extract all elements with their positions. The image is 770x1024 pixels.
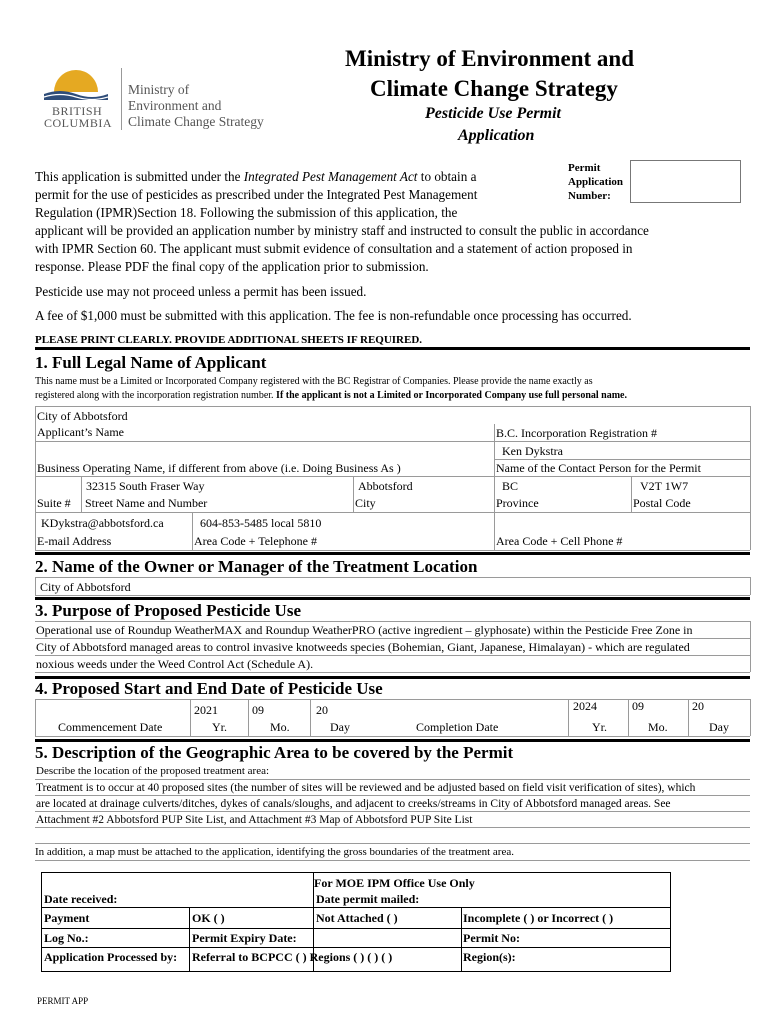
date-mailed-label: Date permit mailed: [316,892,420,906]
section1-rule [35,347,750,350]
permit-expiry-label: Permit Expiry Date: [192,931,297,945]
location-line2[interactable]: are located at drainage culverts/ditches, dykes of canals/sloughs, and adjacent to creeks/streams in City of Abbotsford managed areas. See [36,798,671,810]
grid-line [494,459,750,460]
logo-divider [121,68,122,130]
grid-line [35,406,750,407]
intro-line6: response. Please PDF the final copy of the application prior to submission. [35,259,429,274]
payment-not-attached-option[interactable]: Not Attached ( ) [316,911,398,925]
owner-manager-value[interactable]: City of Abbotsford [40,580,131,594]
grid-line [190,699,191,736]
grid-line [35,699,36,736]
section1-heading: 1. Full Legal Name of Applicant [35,353,267,372]
location-line1[interactable]: Treatment is to occur at 40 proposed sites (the number of sites will be reviewed and be adjusted based on field visit verification of sites), which [36,782,696,794]
intro-line2: permit for the use of pesticides as prescribed under the Integrated Pest Management [35,187,478,202]
permit-number-office-label: Permit No: [463,931,520,945]
grid-line [248,699,249,736]
section2-rule [35,552,750,555]
bc-registration-label: B.C. Incorporation Registration # [496,426,657,440]
section1-note-text: registered along with the incorporation registration number. [35,390,277,401]
subtitle-line1: Pesticide Use Permit [425,105,561,122]
subtitle-line2: Application [458,127,535,144]
applicant-name-value[interactable]: City of Abbotsford [37,409,128,423]
grid-line [35,577,750,578]
grid-line [35,860,750,861]
office-line [189,907,190,972]
logo-ministry-line3: Climate Change Strategy [128,114,264,129]
grid-line [631,476,632,512]
grid-line [35,406,36,550]
date-received-label: Date received: [44,892,118,906]
page-title-line1: Ministry of Environment and [345,46,635,71]
grid-line [81,476,82,512]
grid-line [35,736,750,737]
section3-rule [35,597,750,600]
bc-wordmark-line2: COLUMBIA [44,116,113,130]
intro-text-b: to obtain a [417,169,477,184]
grid-line [35,779,750,780]
start-day-value[interactable]: 20 [316,703,328,717]
grid-line [35,827,750,828]
city-value[interactable]: Abbotsford [358,479,413,493]
payment-label: Payment [44,911,90,925]
intro-line5: with IPMR Section 60. The applicant must submit evidence of consultation and a statement of action proposed in [35,241,633,256]
grid-line [35,811,750,812]
purpose-line2[interactable]: City of Abbotsford managed areas to control invasive knotweeds species (Bohemian, Giant, Japanese, Himalayan) - which are regulated [36,640,690,654]
office-line [41,947,671,948]
intro-line4: applicant will be provided an application number by ministry staff and instructed to consult the public in accordance [35,223,649,238]
print-clearly-notice: PLEASE PRINT CLEARLY. PROVIDE ADDITIONAL SHEETS IF REQUIRED. [35,334,423,346]
bc-sun-icon [42,62,110,100]
end-year-label: Yr. [592,720,607,734]
applicant-name-label: Applicant’s Name [37,425,124,439]
location-line3[interactable]: Attachment #2 Abbotsford PUP Site List, and Attachment #3 Map of Abbotsford PUP Site List [36,814,473,826]
grid-line [35,441,750,442]
end-day-label: Day [709,720,729,734]
grid-line [35,595,750,596]
permit-number-label-2: Application [568,176,624,188]
permit-number-label-1: Permit [568,162,601,174]
suite-label: Suite # [37,496,71,510]
grid-line [35,843,750,844]
location-prompt: Describe the location of the proposed treatment area: [36,765,270,777]
footer-label: PERMIT APP [37,996,89,1006]
business-name-label: Business Operating Name, if different from above (i.e. Doing Business As ) [37,461,401,475]
office-line [41,928,671,929]
contact-person-label: Name of the Contact Person for the Permit [496,461,701,475]
grid-line [750,699,751,736]
office-line [41,907,671,908]
commencement-label: Commencement Date [58,720,163,734]
section3-heading: 3. Purpose of Proposed Pesticide Use [35,601,301,620]
intro-line3: Regulation (IPMR)Section 18. Following the submission of this application, the [35,205,458,220]
grid-line [568,699,569,736]
logo-ministry-line1: Ministry of [128,82,190,97]
section1-note-line2 [35,389,627,402]
purpose-line1[interactable]: Operational use of Roundup WeatherMAX and Roundup WeatherPRO (active ingredient – glyphosate) within the Pesticide Free Zone in [36,623,693,637]
intro-act-name: Integrated Pest Management Act [243,169,418,184]
permit-number-value [631,160,637,180]
email-value[interactable]: KDykstra@abbotsford.ca [41,516,164,530]
grid-line [750,577,751,595]
end-month-value[interactable]: 09 [632,699,644,713]
section1-note-line1: This name must be a Limited or Incorporated Company registered with the BC Registrar of Companies. Please provide the name exactly as [35,376,593,387]
postal-code-value[interactable]: V2T 1W7 [640,479,689,493]
grid-line [35,795,750,796]
section4-heading: 4. Proposed Start and End Date of Pesticide Use [35,679,383,698]
intro-fee: A fee of $1,000 must be submitted with this application. The fee is non-refundable once processing has occurred. [35,308,632,323]
cell-phone-label: Area Code + Cell Phone # [496,534,623,548]
grid-line [750,406,751,550]
grid-line [35,672,750,673]
log-number-label: Log No.: [44,931,89,945]
section1-note-bold: If the applicant is not a Limited or Incorporated Company use full personal name. [276,390,627,401]
grid-line [494,424,495,550]
regions-label: Region(s): [463,950,516,964]
office-line [461,907,462,972]
logo-ministry-line2: Environment and [128,98,222,113]
bc-logo [36,52,286,134]
start-day-label: Day [330,720,350,734]
grid-line [628,699,629,736]
payment-ok-option[interactable]: OK ( ) [192,911,225,925]
grid-line [35,577,36,595]
city-label: City [355,496,376,510]
purpose-line3[interactable]: noxious weeds under the Weed Control Act (Schedule A). [36,657,314,671]
intro-text-a: This application is submitted under the [35,169,244,184]
map-note: In addition, a map must be attached to the application, identifying the gross boundaries of the treatment area. [35,846,514,858]
grid-line [35,638,750,639]
grid-line [353,476,354,512]
start-month-label: Mo. [270,720,290,734]
grid-line [192,512,193,550]
grid-line [35,655,750,656]
payment-incomplete-option[interactable]: Incomplete ( ) or Incorrect ( ) [463,911,614,925]
province-label: Province [496,496,539,510]
end-day-value[interactable]: 20 [692,699,704,713]
grid-line [688,699,689,736]
phone-label: Area Code + Telephone # [194,534,317,548]
province-value[interactable]: BC [502,479,519,493]
intro-permit-required: Pesticide use may not proceed unless a permit has been issued. [35,284,367,299]
street-value[interactable]: 32315 South Fraser Way [86,479,205,493]
processed-by-label: Application Processed by: [44,950,178,964]
page-title-line2: Climate Change Strategy [370,76,618,101]
bc-wordmark-line1: BRITISH [52,104,103,118]
contact-person-value[interactable]: Ken Dykstra [502,444,563,458]
office-use-title: For MOE IPM Office Use Only [314,876,475,890]
end-month-label: Mo. [648,720,668,734]
start-month-value[interactable]: 09 [252,703,264,717]
section5-heading: 5. Description of the Geographic Area to be covered by the Permit [35,743,514,762]
grid-line [35,550,750,551]
section5-rule [35,739,750,742]
permit-number-field[interactable] [630,160,741,203]
email-label: E-mail Address [37,534,112,548]
grid-line [310,699,311,736]
referral-label[interactable]: Referral to BCPCC ( ) Regions ( ) ( ) ( ) [192,950,393,964]
section2-heading: 2. Name of the Owner or Manager of the Treatment Location [35,557,478,576]
grid-line [750,621,751,672]
postal-code-label: Postal Code [633,496,691,510]
grid-line [35,621,750,622]
permit-number-label-3: Number: [568,190,611,202]
grid-line [35,512,750,513]
street-label: Street Name and Number [85,496,208,510]
start-year-value[interactable]: 2021 [194,703,218,717]
grid-line [35,476,750,477]
completion-label: Completion Date [416,720,499,734]
start-year-label: Yr. [212,720,227,734]
intro-line1 [35,168,476,186]
end-year-value[interactable]: 2024 [573,699,597,713]
phone-value[interactable]: 604-853-5485 local 5810 [200,516,322,530]
